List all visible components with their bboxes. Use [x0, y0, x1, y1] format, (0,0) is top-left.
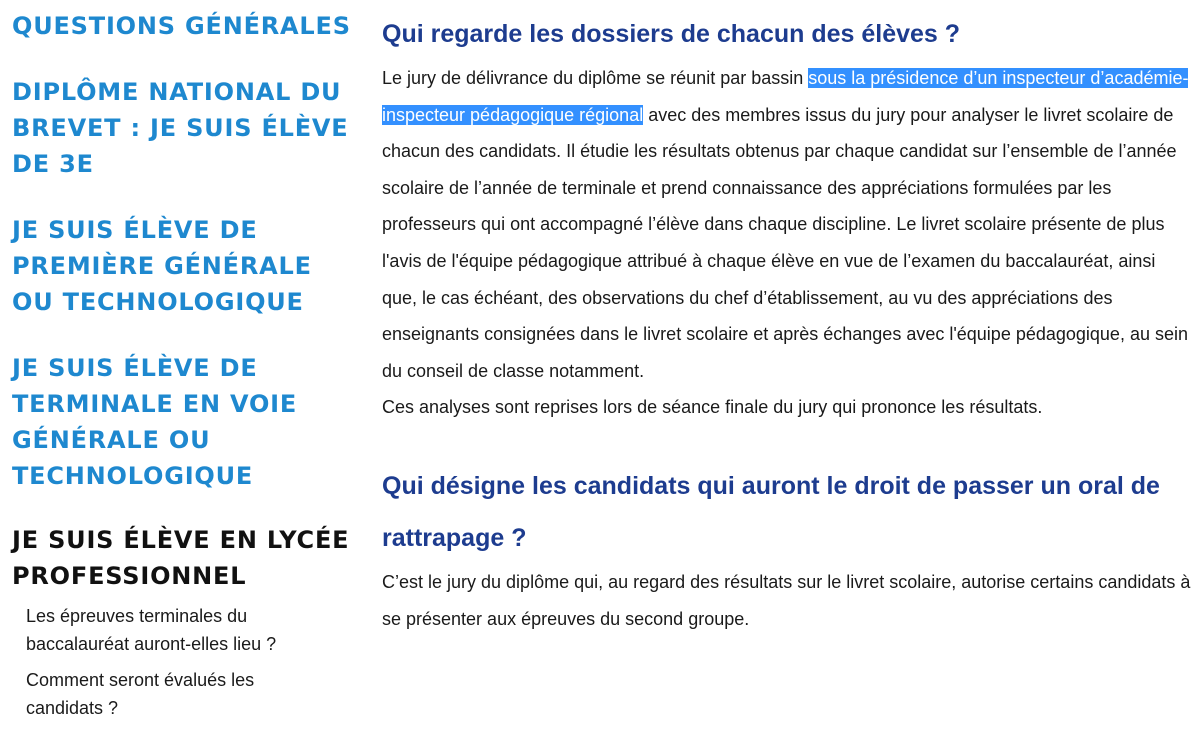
nav-link-questions-generales[interactable]: QUESTIONS GÉNÉRALES — [12, 12, 351, 40]
nav-link-terminale[interactable]: JE SUIS ÉLÈVE DE TERMINALE EN VOIE GÉNÉRALE OU TECHNOLOGIQUE — [12, 354, 298, 490]
paragraph-text-final: Ces analyses sont reprises lors de séance finale du jury qui prononce les résultats. — [382, 397, 1043, 418]
section-heading-dossiers: Qui regarde les dossiers de chacun des élèves ? — [382, 20, 961, 48]
nav-link-premiere[interactable]: JE SUIS ÉLÈVE DE PREMIÈRE GÉNÉRALE OU TECHNOLOGIQUE — [12, 216, 312, 316]
sidebar-nav — [12, 8, 362, 730]
paragraph-text-before: Le jury de délivrance du diplôme se réunit par bassin — [382, 68, 809, 88]
section-paragraph-rattrapage: C’est le jury du diplôme qui, au regard des résultats sur le livret scolaire, autorise certains candidats à se présenter aux épreuves du second groupe. — [382, 571, 1191, 629]
section-paragraph-dossiers — [382, 60, 1192, 426]
subnav-item-epreuves-terminales[interactable]: Les épreuves terminales du baccalauréat auront-elles lieu ? — [26, 606, 277, 654]
main-content — [382, 8, 1192, 637]
paragraph-text-after: avec des membres issus du jury pour analyser le livret scolaire de chacun des candidats. Il étudie les résultats obtenus par chaque candidat sur l’ensemble de l’année scolaire de l’année de terminale et prend connaissance des appréciations formulées par les professeurs qui ont accompagné l’élève dans chaque discipline. Le livret scolaire présente de plus l'avis de l'équipe pédagogique attribué à chaque élève en vue de l’examen du baccalauréat, ainsi que, le cas échéant, des observations du chef d’établissement, au vu des appréciations des enseignants consignées dans le livret scolaire et après échanges avec l'équipe pédagogique, au sein du conseil de classe notamment. — [382, 104, 1188, 381]
nav-link-brevet-3e[interactable]: DIPLÔME NATIONAL DU BREVET : JE SUIS ÉLÈVE DE 3E — [12, 78, 349, 178]
subnav-list — [26, 602, 362, 722]
nav-link-lycee-professionnel[interactable]: JE SUIS ÉLÈVE EN LYCÉE PROFESSIONNEL — [12, 526, 350, 590]
subnav-item-evaluation-candidats[interactable]: Comment seront évalués les candidats ? — [26, 670, 255, 718]
section-heading-rattrapage: Qui désigne les candidats qui auront le droit de passer un oral de rattrapage ? — [382, 471, 1160, 552]
selected-text-highlight[interactable]: sous la présidence d’un inspecteur d’académie-inspecteur pédagogique régional — [382, 68, 1189, 125]
